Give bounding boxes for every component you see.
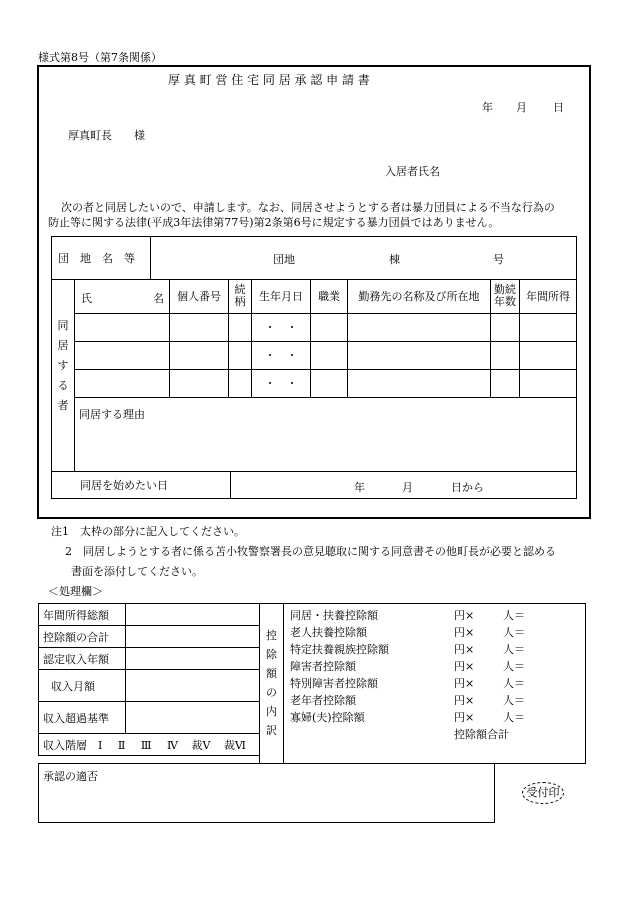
table-row: [52, 369, 577, 397]
date-year: 年: [482, 101, 493, 114]
date-day: 日: [553, 101, 564, 114]
tenure-cell[interactable]: [491, 341, 520, 369]
person-unit: 人＝: [503, 626, 525, 639]
yen-unit: 円×: [454, 694, 475, 707]
header-id: 個人番号: [170, 280, 229, 313]
job-cell[interactable]: [311, 341, 348, 369]
deduction-item: 老年者控除額: [290, 694, 356, 707]
person-unit: 人＝: [503, 660, 525, 673]
name-cell[interactable]: [75, 341, 170, 369]
tenure-cell[interactable]: [491, 369, 520, 397]
name-cell[interactable]: [75, 313, 170, 341]
processing-left-table: [38, 603, 260, 756]
deduction-item: 特定扶養親族控除額: [290, 643, 389, 656]
tou-unit: 棟: [389, 253, 400, 266]
yen-unit: 円×: [454, 609, 475, 622]
id-cell[interactable]: [170, 313, 229, 341]
note-2: 2 同居しようとする者に係る苫小牧警察署長の意見聴取に関する同意書その他町長が必要と認める: [65, 545, 556, 558]
annual-income-value[interactable]: [126, 604, 260, 626]
start-date-table: [51, 471, 577, 499]
table-row: [52, 313, 577, 341]
income-level-row: 収入階層 Ⅰ Ⅱ Ⅲ Ⅳ 裁Ⅴ 裁Ⅵ: [39, 734, 260, 756]
deduction-breakdown: [259, 603, 586, 764]
level-5[interactable]: 裁Ⅴ: [191, 738, 211, 752]
header-job: 職業: [311, 280, 348, 313]
person-unit: 人＝: [503, 711, 525, 724]
monthly-income-label: 収入月額: [39, 670, 126, 702]
header-birth: 生年月日: [252, 280, 311, 313]
workplace-cell[interactable]: [348, 341, 491, 369]
person-unit: 人＝: [503, 677, 525, 690]
note-2-cont: 書面を添付してください。: [71, 565, 203, 578]
birth-cell[interactable]: ・ ・: [252, 341, 311, 369]
relation-cell[interactable]: [229, 341, 252, 369]
certified-income-label: 認定収入年額: [39, 648, 126, 670]
relation-cell[interactable]: [229, 313, 252, 341]
excess-standard-label: 収入超過基準: [39, 702, 126, 734]
approval-label: 承認の適否: [43, 770, 98, 783]
deduction-vertical-label: 控 除 額 の 内 訳: [260, 604, 284, 763]
level-4[interactable]: Ⅳ: [166, 738, 178, 752]
yen-unit: 円×: [454, 643, 475, 656]
deduction-total-label: 控除額の合計: [39, 626, 126, 648]
deduction-item: 寡婦(夫)控除額: [290, 711, 365, 724]
reception-stamp-icon: 受付印: [522, 782, 564, 804]
danchi-value-cell[interactable]: [151, 237, 577, 280]
deduction-item: 同居・扶養控除額: [290, 609, 378, 622]
workplace-cell[interactable]: [348, 313, 491, 341]
level-3[interactable]: Ⅲ: [140, 738, 152, 752]
monthly-income-value[interactable]: [126, 670, 260, 702]
start-date-value[interactable]: 年 月 日から: [231, 472, 577, 499]
yen-unit: 円×: [454, 626, 475, 639]
start-date-label: 同居を始めたい日: [52, 472, 231, 499]
relation-cell[interactable]: [229, 369, 252, 397]
form-title: 厚 真 町 営 住 宅 同 居 承 認 申 請 書: [168, 73, 370, 87]
reason-cell[interactable]: 同居する理由: [75, 397, 577, 471]
name-cell[interactable]: [75, 369, 170, 397]
yen-unit: 円×: [454, 660, 475, 673]
applicant-name-label: 入居者氏名: [385, 165, 440, 178]
danchi-unit: 団地: [273, 253, 295, 266]
yen-unit: 円×: [454, 677, 475, 690]
header-tenure: 勤続 年数: [491, 280, 520, 313]
header-income: 年間所得: [520, 280, 577, 313]
person-unit: 人＝: [503, 694, 525, 707]
person-unit: 人＝: [503, 643, 525, 656]
level-1[interactable]: Ⅰ: [98, 738, 103, 752]
job-cell[interactable]: [311, 369, 348, 397]
deduction-item: 老人扶養控除額: [290, 626, 367, 639]
income-cell[interactable]: [520, 341, 577, 369]
birth-cell[interactable]: ・ ・: [252, 313, 311, 341]
header-relation: 続 柄: [229, 280, 252, 313]
header-name: 氏 名: [75, 280, 170, 313]
level-6[interactable]: 裁Ⅵ: [223, 738, 246, 752]
person-unit: 人＝: [503, 609, 525, 622]
cohabitant-side-label: 同 居 す る 者: [52, 280, 75, 471]
form-number: 様式第8号（第7条関係）: [38, 51, 162, 64]
annual-income-label: 年間所得総額: [39, 604, 126, 626]
danchi-table: [51, 236, 577, 280]
danchi-label: 団 地 名 等: [52, 237, 151, 280]
deduction-item: 障害者控除額: [290, 660, 356, 673]
yen-unit: 円×: [454, 711, 475, 724]
deduction-item: 特別障害者控除額: [290, 677, 378, 690]
table-row: [52, 341, 577, 369]
id-cell[interactable]: [170, 369, 229, 397]
tenure-cell[interactable]: [491, 313, 520, 341]
excess-standard-value[interactable]: [126, 702, 260, 734]
note-1: 注1 太枠の部分に記入してください。: [51, 525, 245, 538]
processing-heading: ＜処理欄＞: [48, 585, 103, 598]
certified-income-value[interactable]: [126, 648, 260, 670]
date-month: 月: [516, 101, 527, 114]
income-cell[interactable]: [520, 369, 577, 397]
addressee: 厚真町長 様: [68, 129, 145, 142]
deduction-total-value[interactable]: [126, 626, 260, 648]
job-cell[interactable]: [311, 313, 348, 341]
cohabitant-table: [51, 280, 577, 472]
income-cell[interactable]: [520, 313, 577, 341]
declaration-line-1: 次の者と同居したいので、申請します。なお、同居させようとする者は暴力団員による不当な行為の: [61, 201, 555, 214]
workplace-cell[interactable]: [348, 369, 491, 397]
id-cell[interactable]: [170, 341, 229, 369]
gou-unit: 号: [493, 253, 504, 266]
birth-cell[interactable]: ・ ・: [252, 369, 311, 397]
deduction-total: 控除額合計: [454, 728, 509, 741]
declaration-line-2: 防止等に関する法律(平成3年法律第77号)第2条第6号に規定する暴力団員ではありません。: [48, 216, 500, 229]
level-2[interactable]: Ⅱ: [117, 738, 126, 752]
header-workplace: 勤務先の名称及び所在地: [348, 280, 491, 313]
approval-box[interactable]: [38, 763, 495, 823]
